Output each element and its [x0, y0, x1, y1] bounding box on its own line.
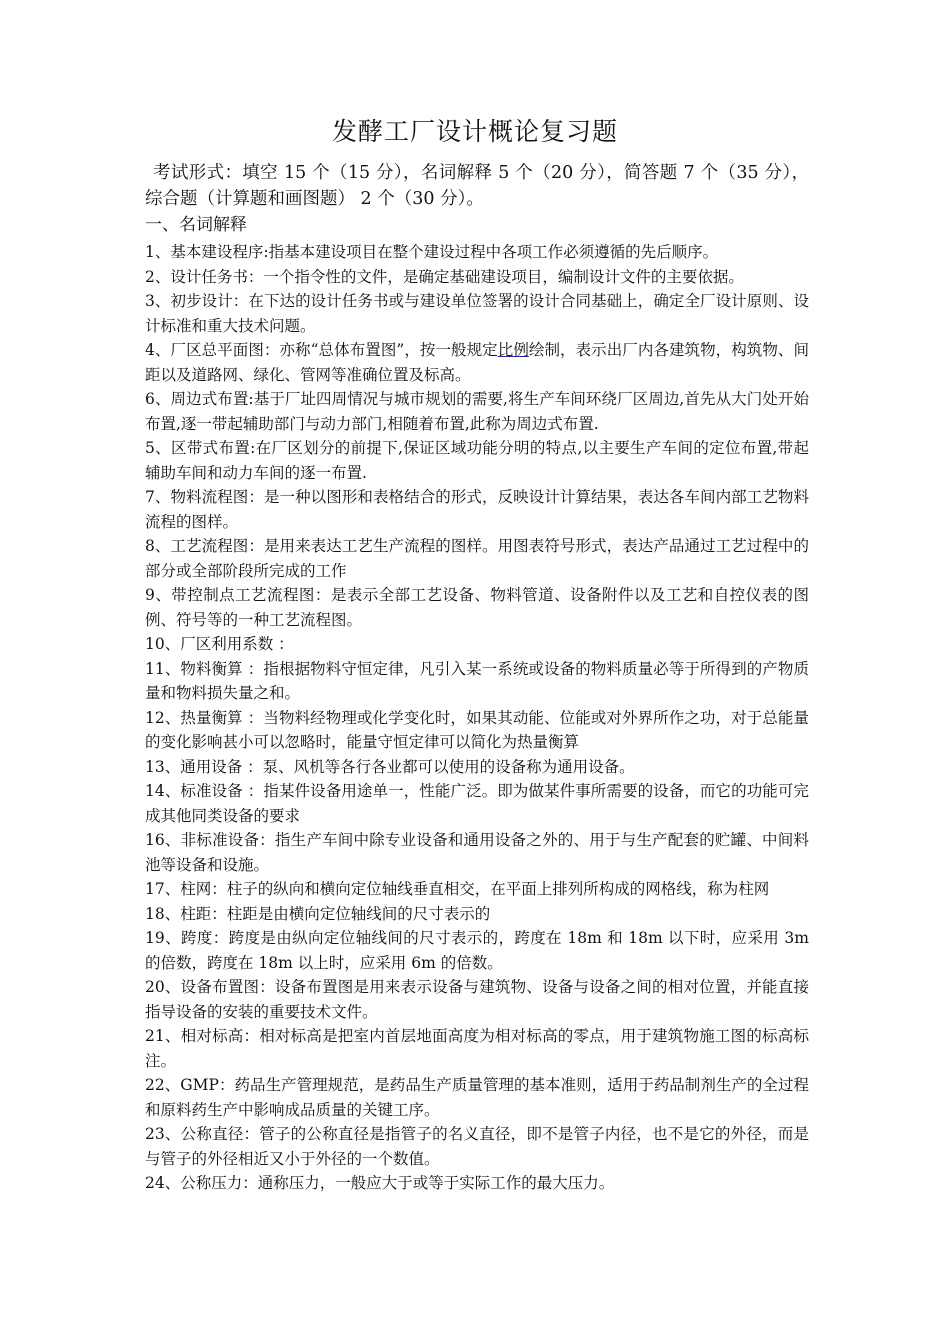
list-item — [145, 387, 809, 436]
entry-number: 21、 — [145, 1027, 181, 1045]
list-item — [145, 975, 809, 1024]
list-item — [145, 902, 809, 927]
list-item — [145, 289, 809, 338]
entry-number: 19、 — [145, 929, 181, 947]
entry-text: 带控制点工艺流程图：是表示全部工艺设备、物料管道、设备附件以及工艺和自控仪表的图例、符号等的一种工艺流程图。 — [145, 586, 809, 629]
list-item — [145, 828, 809, 877]
entry-number: 10、 — [145, 635, 181, 653]
entry-text: 设计任务书：一个指令性的文件，是确定基础建设项目，编制设计文件的主要依据。 — [170, 267, 744, 286]
entry-number: 18、 — [145, 904, 181, 923]
list-item — [145, 240, 809, 265]
entry-text: 周边式布置:基于厂址四周情况与城市规划的需要,将生产车间环绕厂区周边,首先从大门处开始布置,逐一带起辅助部门与动力部门,相随着布置,此称为周边式布置. — [145, 390, 809, 433]
entry-text: 相对标高：相对标高是把室内首层地面高度为相对标高的零点，用于建筑物施工图的标高标注。 — [145, 1027, 809, 1070]
entry-text: 物料流程图：是一种以图形和表格结合的形式，反映设计计算结果，表达各车间内部工艺物料流程的图样。 — [145, 488, 809, 531]
entry-text: 标准设备 ：指某件设备用途单一，性能广泛。即为做某件事所需要的设备，而它的功能可完成其他同类设备的要求 — [145, 782, 809, 825]
entry-number: 7、 — [145, 488, 171, 506]
list-item — [145, 877, 809, 902]
entry-text: 公称压力：通称压力，一般应大于或等于实际工作的最大压力。 — [180, 1174, 615, 1192]
entry-text: 厂区总平面图：亦称“总体布置图”，按一般规定 — [170, 341, 498, 359]
entry-number: 11、 — [145, 659, 181, 678]
section-heading: 一、名词解释 — [145, 215, 247, 235]
list-item — [145, 926, 809, 975]
underlined-word: 比例 — [497, 341, 529, 359]
entry-text: 区带式布置:在厂区划分的前提下,保证区域功能分明的特点,以主要生产车间的定位布置,带起辅助车间和动力车间的逐一布置. — [145, 439, 809, 482]
entry-number: 8、 — [145, 537, 171, 555]
list-item — [145, 338, 809, 387]
entry-text: GMP：药品生产管理规范，是药品生产质量管理的基本准则，适用于药品制剂生产的全过程和原料药生产中影响成品质量的关键工序。 — [145, 1076, 809, 1119]
entry-text: 设备布置图：设备布置图是用来表示设备与建筑物、设备与设备之间的相对位置，并能直接指导设备的安装的重要技术文件。 — [145, 978, 809, 1021]
entry-text: 初步设计：在下达的设计任务书或与建设单位签署的设计合同基础上，确定全厂设计原则、设计标准和重大技术问题。 — [145, 292, 809, 335]
entry-number: 12、 — [145, 708, 181, 727]
list-item — [145, 485, 809, 534]
entry-number: 1、 — [145, 243, 171, 261]
term-definition-list — [145, 240, 809, 1196]
entry-text: 基本建设程序:指基本建设项目在整个建设过程中各项工作必须遵循的先后顺序。 — [170, 243, 719, 261]
entry-number: 20、 — [145, 978, 181, 996]
list-item — [145, 1122, 809, 1171]
entry-text: 柱网：柱子的纵向和横向定位轴线垂直相交，在平面上排列所构成的网格线，称为柱网 — [180, 880, 770, 898]
exam-format-intro: 考试形式：填空 15 个（15 分），名词解释 5 个（20 分），简答题 7 个（35 分），综合题（计算题和画图题） 2 个（30 分）。 — [145, 163, 809, 209]
entry-text: 工艺流程图：是用来表达工艺生产流程的图样。用图表符号形式，表达产品通过工艺过程中的部分或全部阶段所完成的工作 — [145, 537, 809, 580]
list-item — [145, 755, 809, 780]
entry-text: 非标准设备：指生产车间中除专业设备和通用设备之外的、用于与生产配套的贮罐、中间料池等设备和设施。 — [145, 831, 809, 874]
entry-number: 16、 — [145, 831, 181, 849]
list-item — [145, 436, 809, 485]
entry-number: 13、 — [145, 757, 181, 776]
entry-number: 23、 — [145, 1125, 181, 1143]
list-item — [145, 779, 809, 828]
list-item — [145, 632, 809, 657]
entry-text: 物料衡算 ：指根据物料守恒定律，凡引入某一系统或设备的物料质量必等于所得到的产物质量和物料损失量之和。 — [145, 659, 809, 702]
list-item — [145, 1024, 809, 1073]
entry-text: 公称直径：管子的公称直径是指管子的名义直径，即不是管子内径，也不是它的外径，而是与管子的外径相近又小于外径的一个数值。 — [145, 1125, 809, 1168]
entry-text: 热量衡算 ：当物料经物理或化学变化时，如果其动能、位能或对外界所作之功，对于总能量的变化影响甚小可以忽略时，能量守恒定律可以简化为热量衡算 — [145, 708, 809, 751]
entry-number: 5、 — [145, 439, 172, 457]
list-item — [145, 657, 809, 706]
entry-text: 厂区利用系数 ： — [180, 635, 294, 653]
entry-number: 24、 — [145, 1174, 181, 1192]
list-item — [145, 1171, 809, 1196]
entry-number: 22、 — [145, 1076, 181, 1094]
list-item — [145, 265, 809, 290]
entry-text-continued: 绘制，表示出厂内各建筑物，构筑物、间距以及道路网、绿化、管网等准确位置及标高。 — [145, 341, 809, 384]
document-title: 发酵工厂设计概论复习题 — [331, 117, 618, 146]
entry-number: 4、 — [145, 341, 171, 359]
entry-number: 9、 — [145, 586, 172, 604]
list-item — [145, 583, 809, 632]
list-item — [145, 706, 809, 755]
entry-text: 柱距：柱距是由横向定位轴线间的尺寸表示的 — [180, 904, 491, 923]
entry-text: 通用设备 ：泵、风机等各行各业都可以使用的设备称为通用设备。 — [180, 757, 635, 776]
entry-number: 17、 — [145, 880, 181, 898]
entry-number: 14、 — [145, 782, 181, 800]
entry-number: 3、 — [145, 292, 171, 310]
list-item — [145, 534, 809, 583]
entry-number: 2、 — [145, 267, 171, 286]
entry-text: 跨度：跨度是由纵向定位轴线间的尺寸表示的，跨度在 18m 和 18m 以下时，应采用 3m 的倍数，跨度在 18m 以上时，应采用 6m 的倍数。 — [145, 929, 809, 972]
entry-number: 6、 — [145, 390, 171, 408]
list-item — [145, 1073, 809, 1122]
